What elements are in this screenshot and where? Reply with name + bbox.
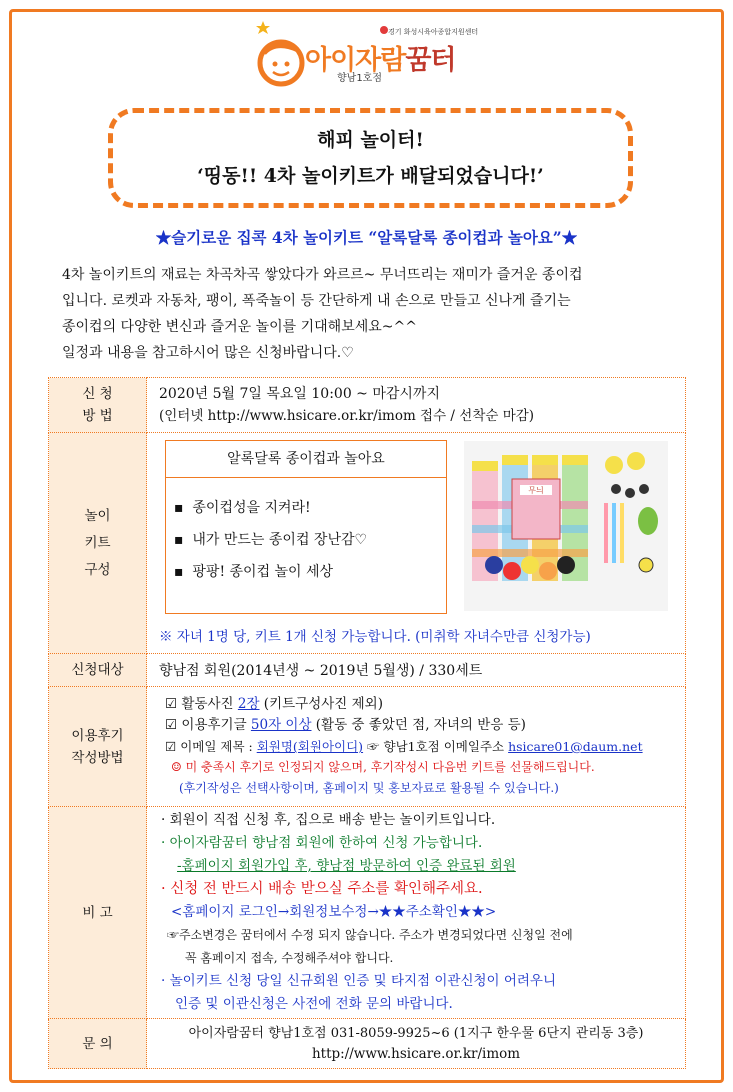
- row-remarks: [49, 807, 686, 1019]
- kit-box-title: 알록달록 종이컵과 놀아요: [166, 441, 446, 478]
- remark-line: -홈페이지 회원가입 후, 향남점 방문하여 인증 완료된 회원: [177, 858, 516, 874]
- label-target: 신청대상: [49, 654, 147, 687]
- label-review: [49, 687, 147, 807]
- review-item-photo: ☑ 활동사진 2장 (키트구성사진 제외): [165, 696, 383, 712]
- value-apply: [147, 378, 686, 433]
- row-review: [49, 687, 686, 807]
- apply-date: 2020년 5월 7일 목요일 10:00 ~ 마감시까지: [159, 386, 440, 402]
- apply-method: (인터넷 http://www.hsicare.or.kr/imom 접수 / 선착순 마감): [159, 408, 535, 424]
- value-kit: [147, 433, 686, 654]
- label-review-line1: 이용후기: [71, 727, 124, 744]
- kit-note: ※ 자녀 1명 당, 키트 1개 신청 가능합니다. (미취학 자녀수만큼 신청가능): [159, 629, 591, 645]
- kit-item: ▪ 내가 만드는 종이컵 장난감♡: [174, 532, 368, 548]
- label-apply-line1: 신 청: [82, 386, 113, 402]
- logo-branch: 향남1호점: [337, 73, 383, 84]
- label-apply-line2: 방 법: [82, 408, 113, 424]
- headline: ★슬기로운 집콕 4차 놀이키트 “알록달록 종이컵과 놀아요”★: [155, 228, 578, 247]
- label-kit-line3: 구성: [84, 561, 111, 578]
- review-text: (키트구성사진 제외): [259, 696, 383, 712]
- review-text: 이메일 제목 :: [180, 739, 257, 754]
- value-review: [147, 687, 686, 807]
- remark-line: 인증 및 이관신청은 사전에 전화 문의 바랍니다.: [175, 996, 453, 1012]
- review-note: (후기작성은 선택사항이며, 홈페이지 및 홍보자료로 활용될 수 있습니다.): [179, 781, 559, 795]
- review-text: 활동사진: [181, 696, 238, 712]
- row-apply: [49, 378, 686, 433]
- intro-line: 4차 놀이키트의 재료는 차곡차곡 쌓았다가 와르르~ 무너뜨리는 재미가 즐거운 종이컵: [62, 267, 583, 283]
- review-item-text: ☑ 이용후기글 50자 이상 (활동 중 좋았던 점, 자녀의 반응 등): [165, 717, 526, 733]
- banner-subtitle: ‘띵동!! 4차 놀이키트가 배달되었습니다!’: [197, 165, 544, 187]
- kit-photo: [464, 441, 668, 611]
- review-item-email: ☑ 이메일 제목 : 회원명(회원아이디) ☞ 향남1호점 이메일주소 hsicare01@daum.net: [165, 739, 643, 754]
- review-text: 이용후기글: [181, 717, 251, 733]
- review-warning: ☺ 미 충족시 후기로 인정되지 않으며, 후기작성시 다음번 키트를 선물해드립니다.: [171, 760, 595, 774]
- row-contact: [49, 1019, 686, 1069]
- review-highlight: 50자 이상: [250, 717, 312, 733]
- remark-line: ☞주소변경은 꿈터에서 수정 되지 않습니다. 주소가 변경되었다면 신청일 전에: [167, 928, 573, 942]
- logo-org-text: 경기 화성시육아종합지원센터: [388, 28, 479, 36]
- remark-line: · 놀이키트 신청 당일 신규회원 인증 및 타지점 이관신청이 어려우니: [161, 973, 557, 989]
- intro-line: 일정과 내용을 참고하시어 많은 신청바랍니다.♡: [62, 345, 354, 361]
- review-text: (활동 중 좋았던 점, 자녀의 반응 등): [311, 717, 526, 733]
- info-table: [48, 377, 686, 1069]
- remark-line: · 회원이 직접 신청 후, 집으로 배송 받는 놀이키트입니다.: [161, 812, 496, 828]
- kit-item-text: 종이컵성을 지켜라!: [192, 500, 311, 516]
- remark-line: 꼭 홈페이지 접속, 수정해주셔야 합니다.: [185, 951, 394, 965]
- label-kit-line1: 놀이: [84, 507, 111, 524]
- contact-line: 아이자람꿈터 향남1호점 031-8059-9925~6 (1지구 한우물 6단지 관리동 3층): [188, 1025, 644, 1041]
- review-highlight: 회원명(회원아이디): [256, 739, 364, 754]
- kit-item-text: 팡팡! 종이컵 놀이 세상: [192, 564, 334, 580]
- label-kit-line2: 키트: [84, 534, 111, 551]
- kit-item: ▪ 팡팡! 종이컵 놀이 세상: [174, 564, 334, 580]
- value-contact: [147, 1019, 686, 1069]
- value-target: 향남점 회원(2014년생 ~ 2019년 5월생) / 330세트: [147, 654, 686, 687]
- title-banner: [108, 108, 633, 208]
- logo-name-part1: 아이자람: [305, 45, 406, 76]
- review-text: ☞ 향남1호점 이메일주소: [363, 739, 509, 754]
- review-highlight: 2장: [237, 696, 260, 712]
- remark-line: · 아이자람꿈터 향남점 회원에 한하여 신청 가능합니다.: [161, 835, 483, 851]
- kit-photo-image: [464, 441, 668, 611]
- intro-line: 입니다. 로켓과 자동차, 팽이, 폭죽놀이 등 간단하게 내 손으로 만들고 신나게 즐기는: [62, 293, 571, 309]
- kit-item-text: 내가 만드는 종이컵 장난감♡: [192, 532, 368, 548]
- intro-paragraph: [62, 262, 682, 366]
- kit-item: ▪ 종이컵성을 지켜라!: [174, 500, 311, 516]
- logo-name-part2: 꿈터: [405, 45, 456, 76]
- remark-line: <홈페이지 로그인→회원정보수정→★★주소확인★★>: [171, 904, 497, 920]
- label-review-line2: 작성방법: [71, 749, 124, 766]
- intro-line: 종이컵의 다양한 변신과 즐거운 놀이를 기대해보세요~^^: [62, 319, 417, 335]
- label-kit: [49, 433, 147, 654]
- banner-title: 해피 놀이터!: [317, 129, 424, 151]
- label-contact: 문 의: [49, 1019, 147, 1069]
- row-target: [49, 654, 686, 687]
- remark-line: · 신청 전 반드시 배송 받으실 주소를 확인해주세요.: [161, 881, 483, 897]
- contact-url[interactable]: http://www.hsicare.or.kr/imom: [311, 1045, 521, 1062]
- email-link[interactable]: hsicare01@daum.net: [508, 739, 643, 754]
- label-remarks: 비 고: [49, 807, 147, 1019]
- value-remarks: [147, 807, 686, 1019]
- kit-photo-label: 무늬: [528, 486, 544, 495]
- label-apply: [49, 378, 147, 433]
- row-kit: [49, 433, 686, 654]
- kit-list-box: [165, 440, 447, 614]
